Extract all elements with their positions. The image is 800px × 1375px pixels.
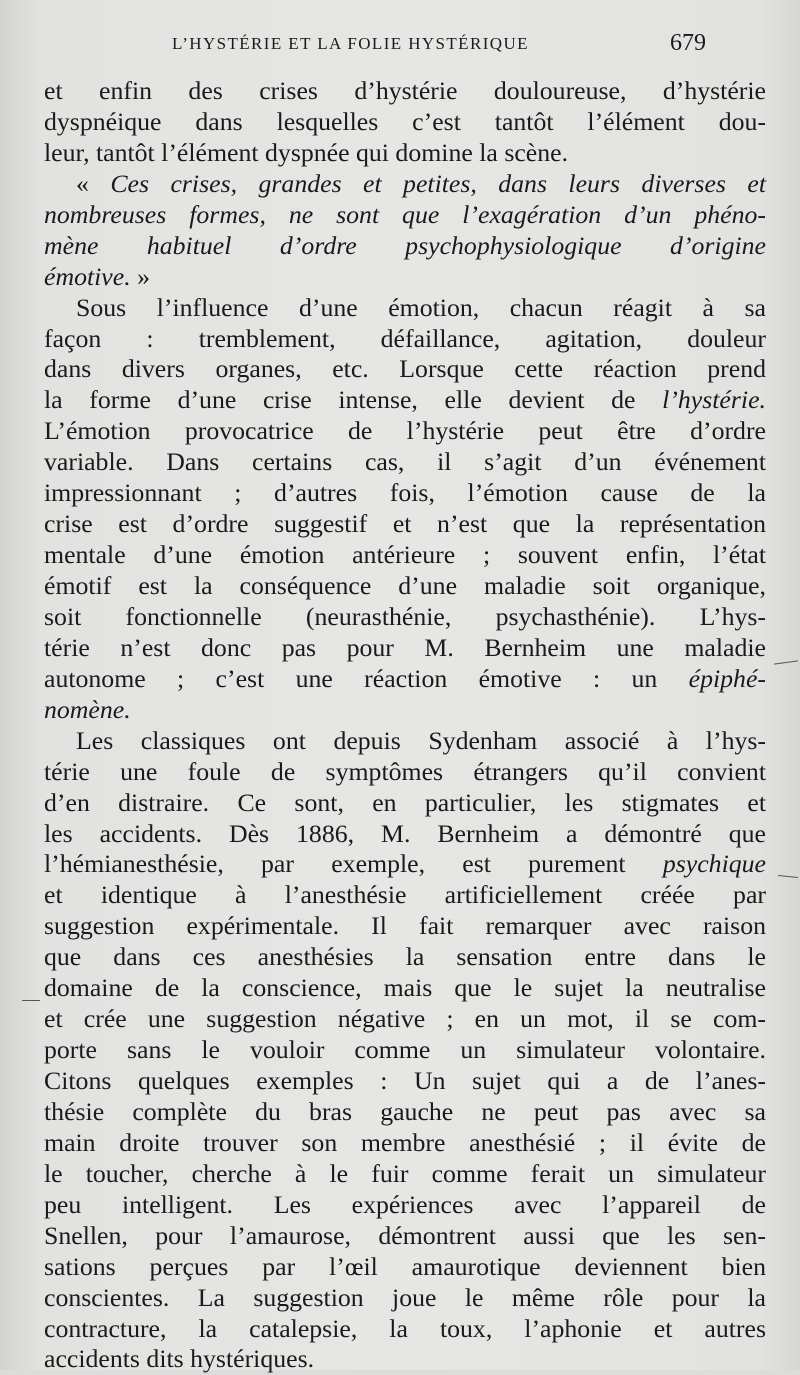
text-segment: le toucher, cherche à le fuir comme ferait un simulateur [44,1158,766,1188]
italic-text: Ces crises, grandes et petites, dans leurs diverses et [110,168,766,198]
margin-mark [778,875,798,878]
text-line [44,757,766,788]
text-line [44,385,766,416]
italic-text: l’hystérie. [662,385,766,415]
text-line [44,478,766,509]
text-segment: main droite trouver son membre anesthésié ; il évite de [44,1127,766,1157]
text-segment: et enfin des crises d’hystérie douloureuse, d’hystérie [44,76,766,105]
margin-mark [22,1000,40,1001]
text-segment: accidents dits hystériques. [44,1344,315,1374]
italic-text: mène habituel d’ordre psychophysiologique d’origine [44,230,766,260]
text-segment: conscientes. La suggestion joue le même rôle pour la [44,1282,766,1312]
text-segment: sations perçues par l’œil amaurotique deviennent bien [44,1251,766,1281]
text-line [44,695,766,726]
text-line [44,107,766,138]
text-segment: et crée une suggestion négative ; en un mot, il se com- [44,1004,766,1034]
text-segment: variable. Dans certains cas, il s’agit d’un événement [44,447,766,477]
text-line [44,354,766,385]
page-number: 679 [670,30,706,56]
text-line [44,1004,766,1035]
text-line [44,262,766,293]
italic-text: épiphé- [688,663,766,693]
text-segment: la forme d’une crise intense, elle devient de [44,385,663,415]
text-segment: Les classiques ont depuis Sydenham associé à l’hys- [76,725,766,755]
text-segment: porte sans le vouloir comme un simulateur volontaire. [44,1035,766,1065]
text-line [44,942,766,973]
text-line [44,633,766,664]
text-segment: les accidents. Dès 1886, M. Bernheim a démontré que [44,818,766,848]
text-segment: » [130,261,151,291]
text-segment: l’hémianesthésie, par exemple, est purement [44,849,663,879]
text-line [44,819,766,850]
text-line [44,973,766,1004]
text-line [44,1314,766,1345]
text-line [44,138,766,169]
running-title: L’HYSTÉRIE ET LA FOLIE HYSTÉRIQUE [172,34,529,53]
text-line [44,911,766,942]
margin-mark [774,660,798,664]
text-line [44,1066,766,1097]
text-line [44,571,766,602]
text-line [44,849,766,880]
text-segment: térie une foule de symptômes étrangers qu’il convient [44,756,766,786]
text-line [44,416,766,447]
text-segment: peu intelligent. Les expériences avec l’appareil de [44,1189,766,1219]
text-segment: contracture, la catalepsie, la toux, l’aphonie et autres [44,1313,766,1343]
text-segment: « [76,168,111,198]
italic-text: émotive. [44,261,131,291]
text-segment: domaine de la conscience, mais que le sujet la neutralise [44,973,766,1003]
text-segment: Snellen, pour l’amaurose, démontrent aussi que les sen- [44,1220,766,1250]
text-segment: Citons quelques exemples : Un sujet qui a de l’anes- [44,1066,766,1095]
text-line [44,293,766,324]
text-line [44,1128,766,1159]
text-line [44,664,766,695]
body-text [44,76,766,1375]
text-segment: dans divers organes, etc. Lorsque cette réaction prend [44,354,766,384]
text-segment: suggestion expérimentale. Il fait remarquer avec raison [44,911,766,941]
text-line [44,200,766,231]
text-line [44,880,766,911]
text-segment: térie n’est donc pas pour M. Bernheim une maladie [44,632,766,662]
text-line [44,509,766,540]
text-line [44,1190,766,1221]
text-segment: Sous l’influence d’une émotion, chacun réagit à sa [76,292,766,322]
italic-text: nomène. [44,694,131,724]
text-segment: dyspnéique dans lesquelles c’est tantôt l’élément dou- [44,106,766,136]
text-line [44,76,766,107]
text-line [44,788,766,819]
text-line [44,1035,766,1066]
text-line [44,726,766,757]
italic-text: nombreuses formes, ne sont que l’exagération d’un phéno- [44,199,766,229]
text-segment: autonome ; c’est une réaction émotive : un [44,663,689,693]
text-segment: et identique à l’anesthésie artificiellement créée par [44,880,766,910]
text-line [44,1344,766,1375]
text-segment: que dans ces anesthésies la sensation entre dans le [44,942,766,972]
text-segment: crise est d’ordre suggestif et n’est que la représentation [44,509,766,539]
text-segment: émotif est la conséquence d’une maladie soit organique, [44,571,766,600]
text-segment: façon : tremblement, défaillance, agitation, douleur [44,323,766,353]
text-line [44,324,766,355]
text-segment: soit fonctionnelle (neurasthénie, psychasthénie). L’hys- [44,601,766,631]
text-line [44,1097,766,1128]
italic-text: psychique [662,849,766,879]
text-segment: impressionnant ; d’autres fois, l’émotion cause de la [44,478,766,508]
text-line [44,540,766,571]
text-line [44,231,766,262]
text-segment: thésie complète du bras gauche ne peut pas avec sa [44,1096,766,1126]
text-line [44,602,766,633]
text-line [44,1252,766,1283]
text-line [44,1221,766,1252]
text-segment: mentale d’une émotion antérieure ; souvent enfin, l’état [44,540,766,570]
text-line [44,169,766,200]
text-line [44,1159,766,1190]
text-segment: d’en distraire. Ce sont, en particulier, les stigmates et [44,787,766,817]
text-line [44,1283,766,1314]
text-segment: leur, tantôt l’élément dyspnée qui domine la scène. [44,137,569,167]
text-line [44,447,766,478]
text-segment: L’émotion provocatrice de l’hystérie peut être d’ordre [44,416,766,446]
page-header [0,30,800,64]
